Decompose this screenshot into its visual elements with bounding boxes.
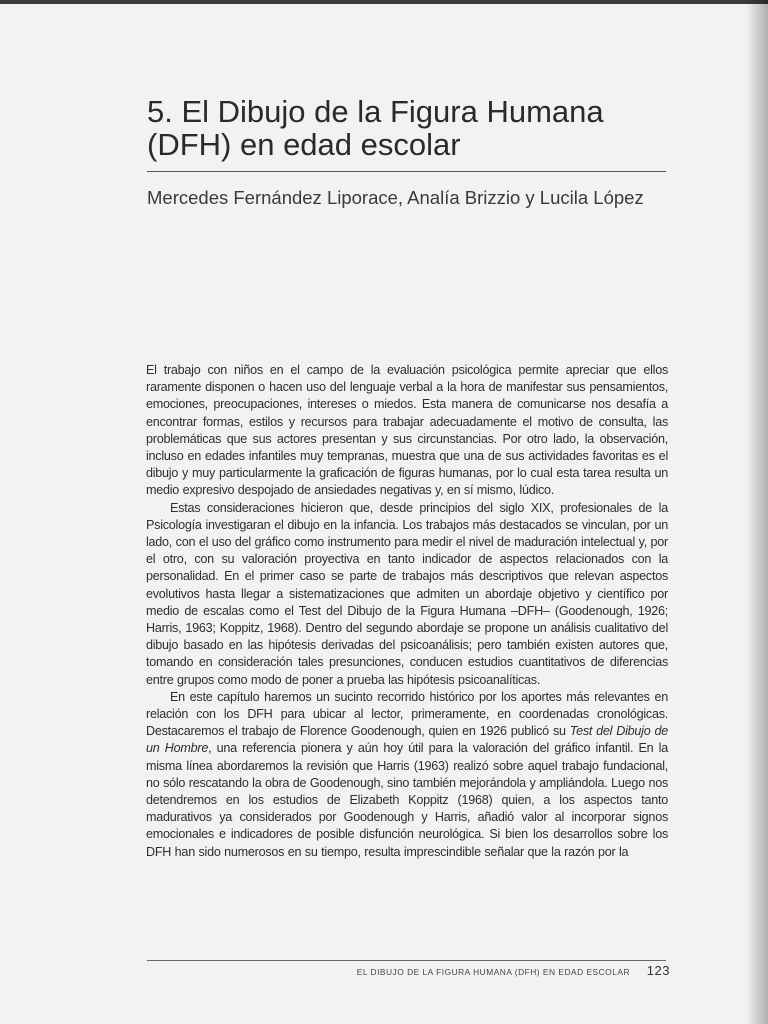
chapter-title: 5. El Dibujo de la Figura Humana (DFH) en edad escolar: [147, 94, 604, 162]
paragraph-1: [146, 362, 668, 500]
paragraph-2-text: Estas consideraciones hicieron que, desde principios del siglo XIX, profesionales de la Psicología investigaran el dibujo en la infancia. Los trabajos más destacados se vinculan, por un lado, con el uso del gráfico como instrumento para medir el nivel de maduración intelectual y, por el otro, con su valoración proyectiva en tanto indicador de aspectos relacionados con la personalidad. En el primer caso se parte de trabajos más descriptivos que relevan aspectos evolutivos hasta llegar a sistematizaciones que admiten un abordaje objetivo y científico por medio de escalas como el Test del Dibujo de la Figura Humana –DFH– (Goodenough, 1926; Harris, 1963; Koppitz, 1968). Dentro del segundo abordaje se propone un análisis cualitativo del dibujo basado en las hipótesis derivadas del psicoanálisis; pero también existen autores que, tomando en consideración tales presunciones, conducen estudios cuantitativos de diferencias entre grupos como modo de poner a prueba las hipótesis psicoanalíticas.: [146, 500, 668, 687]
chapter-authors: Mercedes Fernández Liporace, Analía Brizzio y Lucila López: [147, 187, 644, 208]
page-top-edge: [0, 0, 768, 4]
paragraph-1-text: El trabajo con niños en el campo de la evaluación psicológica permite apreciar que ellos raramente disponen o hacen uso del lenguaje verbal a la hora de manifestar sus pensamientos, emociones, preocupaciones, intereses o miedos. Esta manera de comunicarse nos desafía a encontrar formas, estilos y recursos para trabajar adecuadamente el motivo de consulta, las problemáticas que sus actores presentan y sus circunstancias. Por otro lado, la observación, incluso en edades infantiles muy tempranas, muestra que una de sus actividades favoritas es el dibujo y muy particularmente la graficación de figuras humanas, por lo cual esta tarea resulta un medio expresivo despojado de ansiedades negativas y, en sí mismo, lúdico.: [146, 363, 668, 498]
title-rule: [147, 171, 666, 172]
body-text: [146, 362, 668, 861]
paragraph-3-text-part-1: En este capítulo haremos un sucinto recorrido histórico por los aportes más relevantes en relación con los DFH para ubicar al lector, primeramente, en coordenadas cronológicas. Destacaremos el trabajo de Florence Goodenough, quien en 1926 publicó su: [146, 689, 668, 739]
paragraph-3: [146, 689, 668, 861]
running-head: EL DIBUJO DE LA FIGURA HUMANA (DFH) EN EDAD ESCOLAR: [356, 967, 630, 977]
page-number: 123: [646, 963, 670, 978]
book-title-emphasis: Test del Dibujo de un Hombre: [146, 724, 669, 756]
page-edge-shadow: [746, 0, 768, 1024]
footer-rule: [147, 960, 666, 961]
paragraph-3-text-part-2: , una referencia pionera y aún hoy útil para la valoración del gráfico infantil. En la misma línea abordaremos la revisión que Harris (1963) realizó sobre aquel trabajo fundacional, no sólo rescatando la obra de Goodenough, sino también mejorándola y ampliándola. Luego nos detendremos en los estudios de Elizabeth Koppitz (1968) quien, a los aspectos tanto madurativos ya considerados por Goodenough y Harris, añadió valor al incorporar signos emocionales e indicadores de posible disfunción neurológica. Si bien los desarrollos sobre los DFH han sido numerosos en su tiempo, resulta imprescindible señalar que la razón por la: [146, 741, 668, 859]
paragraph-2: [146, 500, 668, 689]
